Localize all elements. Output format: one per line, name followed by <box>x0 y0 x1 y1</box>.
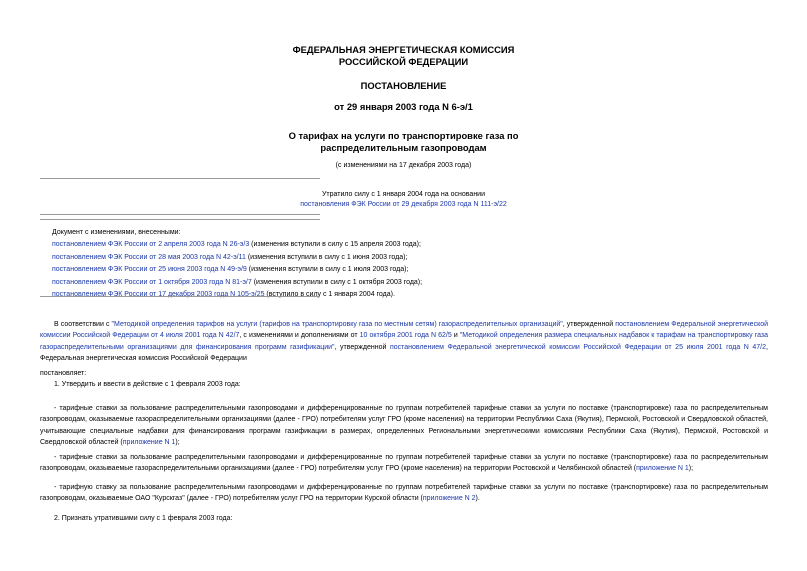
item-2-heading: 2. Признать утратившими силу с 1 февраля 2003 года: <box>54 515 233 522</box>
document-title-line1: О тарифах на услуги по транспортировке газа по <box>288 130 519 141</box>
document-type: ПОСТАНОВЛЕНИЕ <box>360 80 447 91</box>
methodology-link[interactable]: "Методикой определения тарифов на услуги (тарифов на транспортировку газа по местным сетям) газораспределительных организаций" <box>111 321 563 328</box>
divider <box>40 296 320 297</box>
preamble-paragraph: В соответствии с "Методикой определения тарифов на услуги (тарифов на транспортировку газа по местным сетям) газораспределительных организаций", утвержденной постановлением Федеральной энергетической комиссии Российской Федерации от 4 июля 2001 года N 42/7, с изменениями и дополнениями от 10 октября 2001 года N 62/5 и "Методикой определения размера специальных надбавок к тарифам на транспортировку газа газораспределительными организациями для финансирования программ газификации", утвержденной постановлением Федеральной энергетической комиссии Российской Федерации от 25 июля 2001 года N 47/2, Федеральная энергетическая комиссия Российской Федерации <box>40 321 769 363</box>
expired-basis-link[interactable]: постановления ФЭК России от 29 декабря 2003 года N 111-э/22 <box>300 201 507 208</box>
tariff-paragraph-2: - тарифные ставки за пользование распределительными газопроводами и дифференцированные по группам потребителей тарифные ставки за услуги по поставке (транспортировке) газа по распределительным газопроводам, оказываемые газораспределительными организациями (далее - ГРО) потребителям услуг ГРО (кроме населения) на территории Ростовской и Челябинской областей (приложение N 1); <box>40 454 768 473</box>
amendment-link[interactable]: постановлением ФЭК России от 1 октября 2003 года N 81-э/7 <box>52 278 252 286</box>
fek-decree-link[interactable]: постановлением Федеральной энергетической комиссии Российской Федерации от 4 июля 2001 года N 42/7 <box>40 321 769 340</box>
changes-note: (с изменениями на 17 декабря 2003 года) <box>335 162 472 169</box>
org-name-line1: ФЕДЕРАЛЬНАЯ ЭНЕРГЕТИЧЕСКАЯ КОМИССИЯ <box>292 44 515 55</box>
tariff-paragraph-1: - тарифные ставки за пользование распределительными газопроводами и дифференцированные по группам потребителей тарифные ставки за услуги по поставке (транспортировке) газа по распределительным газопроводам, оказываемые газораспределительными организациями (далее - ГРО) потребителям услуг ГРО (кроме населения) на территории Республики Саха (Якутия), Пермской, Ростовской и Свердловской областей, учитывающие специальные надбавки для финансирования программ газификации в размерах, определенных Региональными энергетическими комиссиями Республики Саха (Якутия), Пермской, Ростовской и Свердловской областей (приложение N 1); <box>40 405 768 447</box>
divider <box>40 219 320 220</box>
appendix-2-link[interactable]: приложение N 2 <box>422 495 476 503</box>
amendment-link[interactable]: постановлением ФЭК России от 28 мая 2003 года N 42-э/11 <box>52 253 246 261</box>
document-title-line2: распределительным газопроводам <box>320 142 487 153</box>
org-name-line2: РОССИЙСКОЙ ФЕДЕРАЦИИ <box>338 56 469 67</box>
amendment-link[interactable]: постановлением ФЭК России от 25 июня 2003 года N 49-э/9 <box>52 266 247 274</box>
tariff-paragraph-3: - тарифную ставку за пользование распределительными газопроводами и дифференцированные по группам потребителей тарифные ставки за услуги по поставке (транспортировке) газа по распределительным газопроводам, оказываемые ОАО "Курскгаз" (далее - ГРО) потребителям услуг ГРО на территории Курской области (приложение N 2). <box>40 484 768 503</box>
appendix-1-link[interactable]: приложение N 1 <box>636 465 689 473</box>
list-item: постановлением ФЭК России от 28 мая 2003 года N 42-э/11 (изменения вступили в силу с 1 июня 2003 года); <box>52 253 408 261</box>
divider <box>40 178 320 179</box>
document-date-number: от 29 января 2003 года N 6-э/1 <box>334 101 473 112</box>
surcharge-methodology-link[interactable]: "Методикой определения размера специальных надбавок к тарифам на транспортировку газа газораспределительными организациями для финансирования программ газификации" <box>40 332 769 351</box>
amendment-link[interactable]: постановлением ФЭК России от 17 декабря 2003 года N 105-э/25 <box>52 291 265 299</box>
fek-decree-2001-link[interactable]: постановлением Федеральной энергетической комиссии Российской Федерации от 25 июля 2001 года N 47/2 <box>389 343 767 351</box>
amendment-2001-link[interactable]: 10 октября 2001 года N 62/5 <box>359 332 452 340</box>
item-1-heading: 1. Утвердить и ввести в действие с 1 февраля 2003 года: <box>54 381 241 388</box>
list-item: постановлением ФЭК России от 2 апреля 2003 года N 26-э/3 (изменения вступили в силу с 15 апреля 2003 года); <box>52 241 421 249</box>
list-item: постановлением ФЭК России от 17 декабря 2003 года N 105-э/25 (вступило в силу с 1 января 2004 года). <box>52 291 395 299</box>
appendix-1-link[interactable]: приложение N 1 <box>122 439 176 447</box>
amendments-intro: Документ с изменениями, внесенными: <box>52 229 181 236</box>
list-item: постановлением ФЭК России от 1 октября 2003 года N 81-э/7 (изменения вступили в силу с 1 октября 2003 года); <box>52 278 423 286</box>
expired-note: Утратило силу с 1 января 2004 года на основании <box>321 191 486 198</box>
divider <box>40 214 320 215</box>
expired-link-line <box>0 201 807 208</box>
amendment-link[interactable]: постановлением ФЭК России от 2 апреля 2003 года N 26-э/3 <box>52 241 250 249</box>
amendments-list <box>52 227 422 301</box>
list-item: постановлением ФЭК России от 25 июня 2003 года N 49-э/9 (изменения вступили в силу с 1 июля 2003 года); <box>52 266 409 274</box>
resolves-label: постановляет: <box>40 370 87 377</box>
